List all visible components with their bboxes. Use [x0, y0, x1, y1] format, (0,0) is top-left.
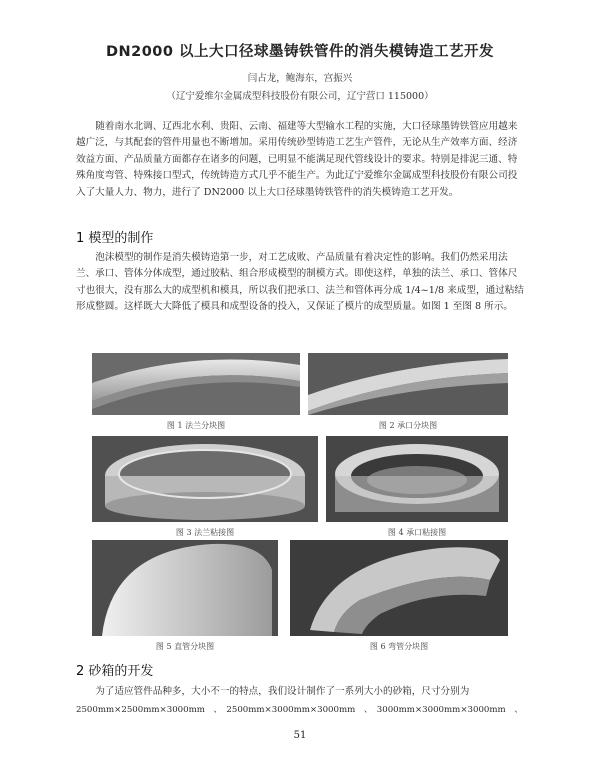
figure-3-photo: [92, 436, 318, 522]
section-1-heading: 1 模型的制作: [76, 231, 154, 246]
figure-6-photo: [290, 540, 508, 636]
figure-2-photo: [308, 353, 508, 415]
figure-6-caption: 图 6 弯管分块图: [369, 642, 429, 651]
page-title: DN2000 以上大口径球墨铸铁管件的消失模铸造工艺开发: [105, 44, 495, 60]
section-1-body: 泡沫模型的制作是消失模铸造第一步，对工艺成败、产品质量有着决定性的影响。我们仍然采用法兰、承口、管体分体成型，通过胶粘、组合形成模型的制模方式。即使这样，单独的法兰、承口、管体尺寸也很大，没有那么大的成型机和模具，所以我们把承口、法兰和管体再分成 1/4~1/8 来成型，通过粘结形成整圆。这样既大大降低了模具和成型设备的投入，又保证了模片的成型质量。如图 1 至图 8 所示。: [76, 252, 524, 313]
page-number: 51: [293, 730, 307, 741]
figure-3-caption: 图 3 法兰粘接图: [175, 528, 235, 537]
figure-1-photo: [92, 353, 300, 415]
figure-4-caption: 图 4 承口粘接图: [387, 528, 447, 537]
intro-paragraph: 随着南水北调、辽西北水利、贵阳、云南、福建等大型输水工程的实施，大口径球墨铸铁管应用越来越广泛，与其配套的管件用量也不断增加。采用传统砂型铸造工艺生产管件，无论从生产效率方面、经济效益方面、产品质量方面都存在诸多的问题，已明显不能满足现代管线设计的要求。特别是排泥三通、特殊角度弯管、特殊接口型式，传统铸造方式几乎不能生产。为此辽宁爱维尔金属成型科技股份有限公司投入了大量人力、物力，进行了 DN2000 以上大口径球墨铸铁管件的消失模铸造工艺开发。: [76, 121, 518, 198]
figure-5-photo: [92, 540, 278, 636]
figure-5-caption: 图 5 直管分块图: [155, 642, 215, 651]
figure-4-photo: [326, 436, 508, 522]
affiliation: （辽宁爱维尔金属成型科技股份有限公司，辽宁营口 115000）: [166, 91, 434, 102]
figure-1-caption: 图 1 法兰分块图: [166, 421, 226, 430]
section-2-heading: 2 砂箱的开发: [76, 664, 154, 679]
section-2-body-line2: 2500mm×2500mm×3000mm 、 2500mm×3000mm×3000mm 、 3000mm×3000mm×3000mm 、: [76, 705, 523, 715]
authors: 闫占龙，鲍海东，宫振兴: [247, 73, 353, 84]
figure-2-caption: 图 2 承口分块图: [378, 421, 438, 430]
section-2-body-line1: 为了适应管件品种多，大小不一的特点，我们设计制作了一系列大小的砂箱，尺寸分别为: [95, 686, 470, 697]
